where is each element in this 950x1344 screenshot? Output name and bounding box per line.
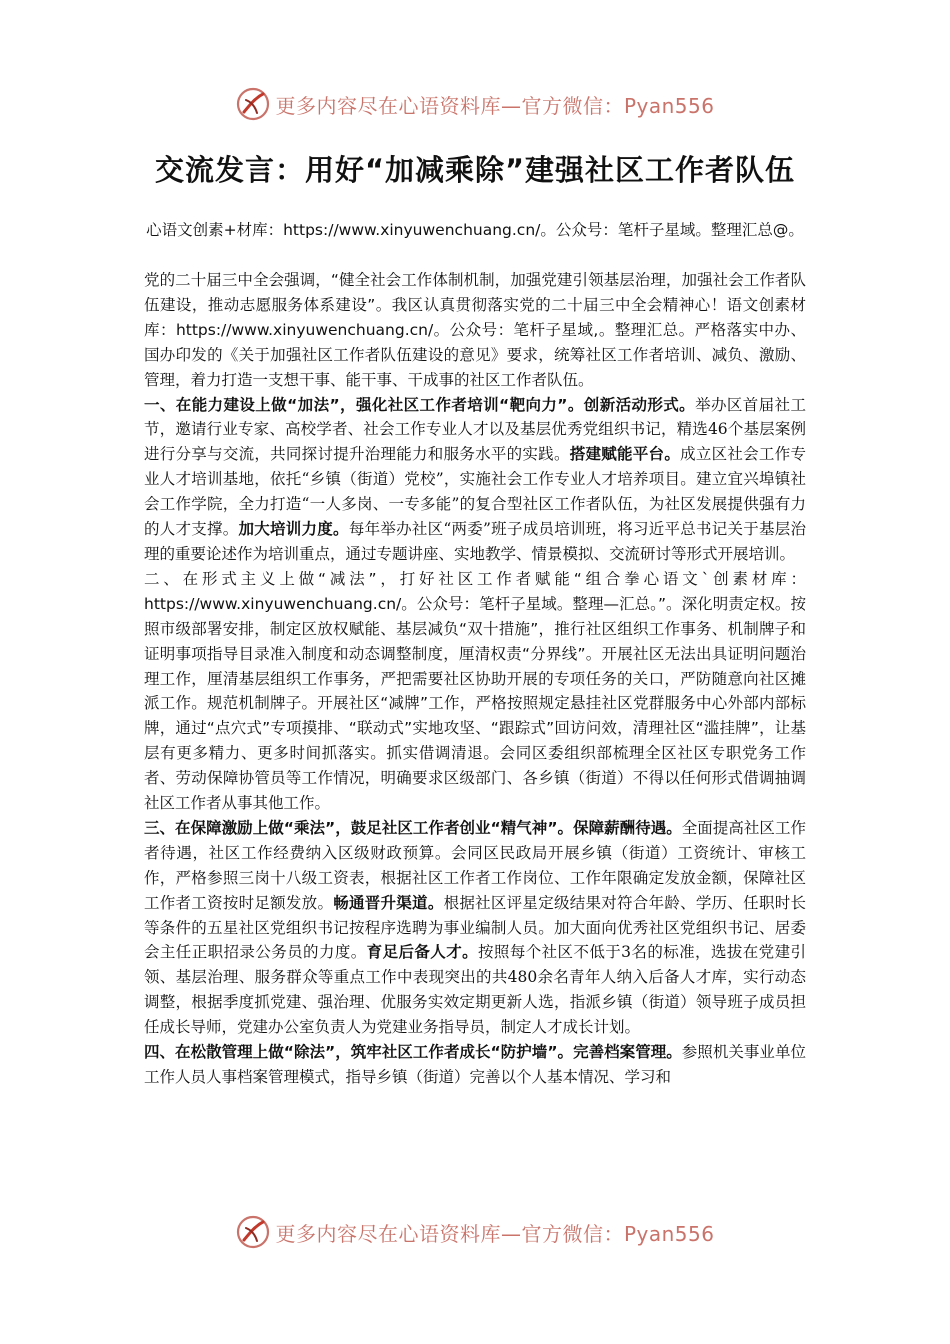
section-3-sub-1: 保障薪酬待遇。 [573,818,682,837]
footer-watermark-banner [0,1212,950,1252]
section-3-text-1: 全面提高社区工作者待遇，社区工作经费纳入区级财政预算。会同区民政局开展乡镇（街道）工资统计、审核工作，严格参照三岗十八级工资表，根据社区工作者工作岗位、工作年限确定发放金额，保障社区工作者工资按时足额发放。 [144,818,806,912]
section-1-sub-1: 创新活动形式。 [583,395,696,414]
section-3-heading: 三、在保障激励上做“乘法”，鼓足社区工作者创业“精气神”。 [144,818,574,837]
section-3-paragraph [144,816,806,1040]
header-watermark-banner [0,84,950,124]
section-4-sub-1: 完善档案管理。 [573,1043,682,1062]
section-2-paragraph: 二、在形式主义上做“减法”，打好社区工作者赋能“组合拳心语文`创素材库：https://www.xinyuwenchuang.cn/。公众号：笔杆子星域。整理—汇总。”。深化明责定权。按照市级部署安排，制定区放权赋能、基层减负“双十措施”，推行社区组织工作事务、机制牌子和证明事项指导目录准入制度和动态调整制度，厘清权责“分界线”。开展社区无法出具证明问题治理工作，厘清基层组织工作事务，严把需要社区协助开展的专项任务的关口，严防随意向社区摊派工作。规范机制牌子。开展社区“减牌”工作，严格按照规定悬挂社区党群服务中心外部内部标牌，通过“点穴式”专项摸排、“联动式”实地攻坚、“跟踪式”回访问效，清理社区“滥挂牌”，让基层有更多精力、更多时间抓落实。抓实借调清退。会同区委组织部梳理全区社区专职党务工作者、劳动保障协管员等工作情况，明确要求区级部门、各乡镇（街道）不得以任何形式借调抽调社区工作者从事其他工作。 [144,569,806,813]
section-1-heading: 一、在能力建设上做“加法”，强化社区工作者培训“靶向力”。 [144,395,584,414]
section-1-text-2: 成立区社会工作专业人才培训基地，依托“乡镇（街道）党校”，实施社会工作专业人才培养项目。建立宜兴埠镇社会工作学院，全力打造“一人多岗、一专多能”的复合型社区工作者队伍，为社区发展提供强有力的人才支撑。 [144,445,806,539]
brush-logo-icon [235,1214,271,1250]
section-1-sub-3: 加大培训力度。 [238,520,349,539]
banner-text: 更多内容尽在心语资料库—官方微信：Pyan556 [275,93,715,118]
intro-paragraph: 党的二十届三中全会强调，“健全社会工作体制机制，加强党建引领基层治理，加强社会工作者队伍建设，推动志愿服务体系建设”。我区认真贯彻落实党的二十届三中全会精神心！语文创素材库：https://www.xinyuwenchuang.cn/。公众号：笔杆子星域,。整理汇总。严格落实中办、国办印发的《关于加强社区工作者队伍建设的意见》要求，统筹社区工作者培训、减负、激励、管理，着力打造一支想干事、能干事、干成事的社区工作者队伍。 [144,271,806,389]
section-4-text-1: 参照机关事业单位工作人员人事档案管理模式，指导乡镇（街道）完善以个人基本情况、学习和 [144,1043,806,1086]
page-title: 交流发言：用好“加减乘除”建强社区工作者队伍 [154,153,796,187]
section-3-text-2: 根据社区评星定级结果对符合年龄、学历、任职时长等条件的五星社区党组织书记按程序选聘为事业编制人员。加大面向优秀社区党组织书记、居委会主任正职招录公务员的力度。 [144,893,806,962]
section-4-heading: 四、在松散管理上做“除法”，筑牢社区工作者成长“防护墙”。 [144,1043,574,1062]
section-1-paragraph [144,393,806,567]
brush-logo-icon [235,86,271,122]
banner-text: 更多内容尽在心语资料库—官方微信：Pyan556 [275,1221,715,1246]
section-3-text-3: 按照每个社区不低于3名的标准，选拔在党建引领、基层治理、服务群众等重点工作中表现突出的共480余名青年人纳入后备人才库，实行动态调整，根据季度抓党建、强治理、优服务实效定期更新人选，指派乡镇（街道）领导班子成员担任成长导师，党建办公室负责人为党建业务指导员，制定人才成长计划。 [144,943,806,1037]
section-3-sub-2: 畅通晋升渠道。 [333,893,444,912]
section-3-sub-3: 育足后备人才。 [366,943,479,962]
section-4-paragraph [144,1040,806,1090]
byline: 心语文创素+材库：https://www.xinyuwenchuang.cn/。公众号：笔杆子星域。整理汇总@。 [146,221,804,239]
section-1-text-3: 每年举办社区“两委”班子成员培训班，将习近平总书记关于基层治理的重要论述作为培训重点，通过专题讲座、实地教学、情景模拟、交流研讨等形式开展培训。 [144,520,806,563]
section-1-text-1: 举办区首届社工节，邀请行业专家、高校学者、社会工作专业人才以及基层优秀党组织书记，精选46个基层案例进行分享与交流，共同探讨提升治理能力和服务水平的实践。 [144,395,806,464]
document-body [144,268,806,1090]
section-1-sub-2: 搭建赋能平台。 [569,445,681,464]
